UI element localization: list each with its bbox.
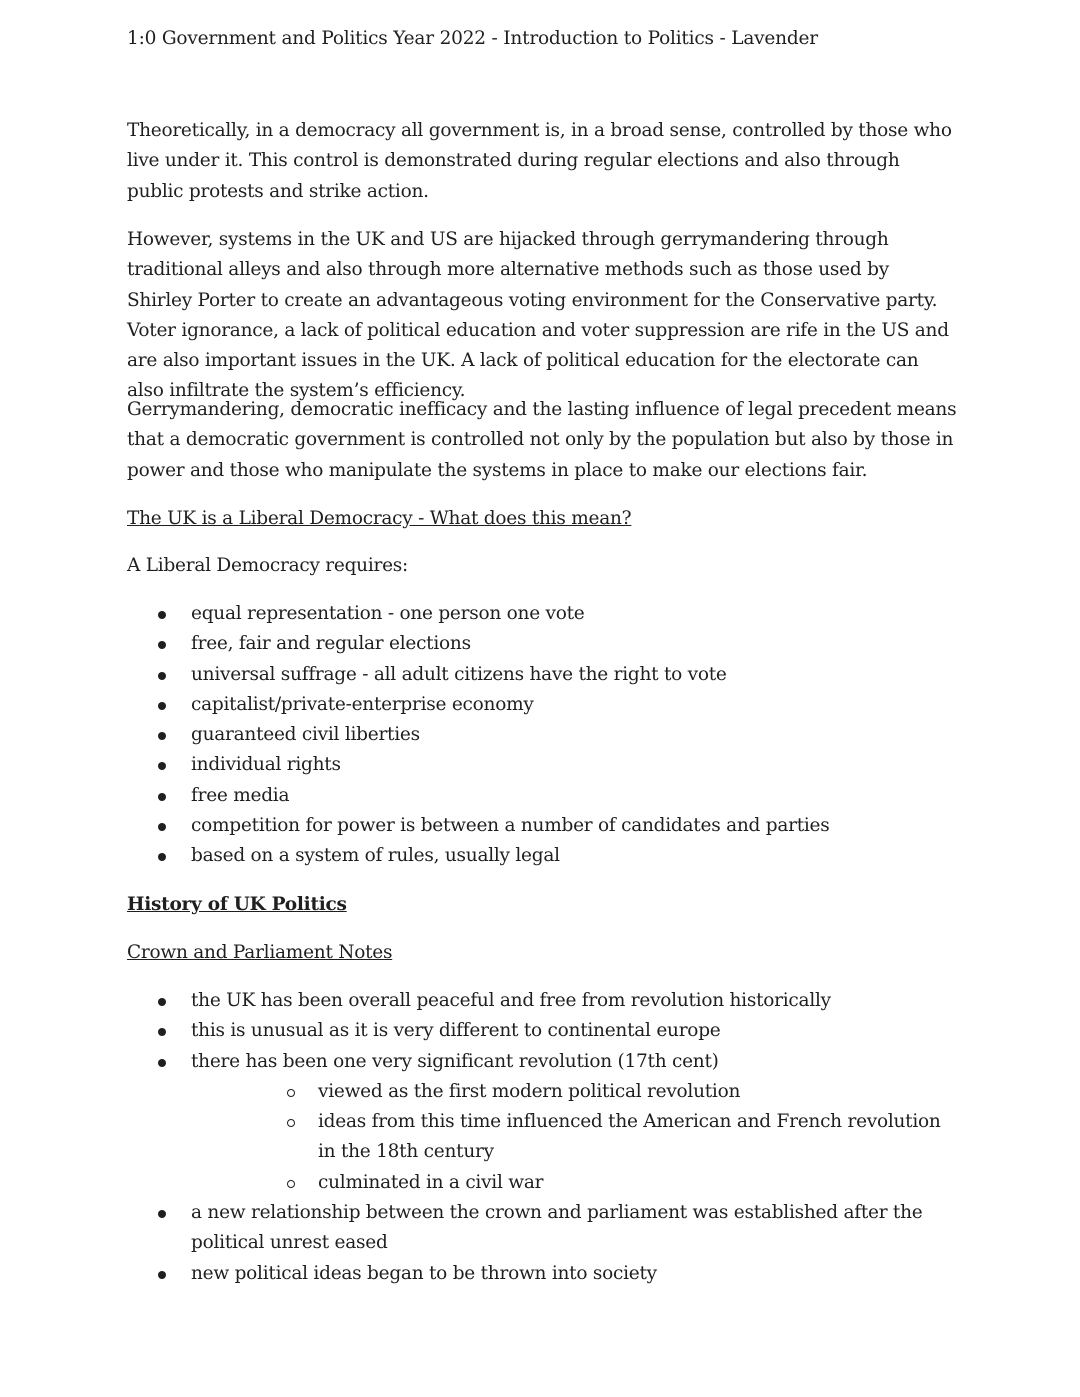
subnote-text: ideas from this time influenced the American and French revolution in the 18th century [318, 1111, 941, 1163]
list-item [127, 599, 957, 629]
note-text: new political ideas began to be thrown into society [191, 1262, 657, 1284]
sub-list-item [191, 1168, 957, 1198]
liberal-democracy-requirements-list [127, 599, 957, 872]
list-item [127, 841, 957, 871]
paragraph-democracy-control: Theoretically, in a democracy all government is, in a broad sense, controlled by those who live under it. This control is demonstrated during regular elections and also through public protests and strike action. [127, 120, 952, 202]
bullet-icon [158, 1028, 166, 1036]
subnote-text: viewed as the first modern political revolution [318, 1080, 741, 1102]
requirement-text: based on a system of rules, usually legal [191, 845, 560, 867]
history-heading: History of UK Politics [127, 894, 347, 915]
requirement-text: individual rights [191, 754, 341, 776]
bullet-icon [158, 1059, 166, 1067]
revolution-subnotes-list [191, 1077, 957, 1198]
liberal-democracy-heading: The UK is a Liberal Democracy - What does this mean? [127, 508, 632, 529]
requirement-text: free media [191, 784, 290, 806]
bullet-icon [158, 1210, 166, 1218]
list-item [127, 781, 957, 811]
list-item [127, 660, 957, 690]
note-text: the UK has been overall peaceful and free from revolution historically [191, 990, 831, 1011]
sub-list-item [191, 1107, 957, 1168]
bullet-icon [158, 998, 166, 1006]
bullet-icon [158, 762, 166, 770]
document-header: 1:0 Government and Politics Year 2022 - Introduction to Politics - Lavender [127, 28, 818, 49]
note-text: a new relationship between the crown and parliament was established after the political unrest eased [191, 1202, 923, 1254]
requirement-text: universal suffrage - all adult citizens have the right to vote [191, 663, 727, 685]
list-item [127, 720, 957, 750]
list-item [127, 1016, 957, 1046]
list-item [127, 750, 957, 780]
list-item [127, 690, 957, 720]
bullet-icon [158, 702, 166, 710]
requirement-text: capitalist/private-enterprise economy [191, 693, 534, 715]
crown-parliament-notes-list [127, 986, 957, 1289]
crown-parliament-heading: Crown and Parliament Notes [127, 942, 393, 963]
note-text: this is unusual as it is very different to continental europe [191, 1020, 721, 1042]
liberal-democracy-intro: A Liberal Democracy requires: [127, 555, 409, 576]
list-item [127, 811, 957, 841]
bullet-icon [158, 732, 166, 740]
paragraph-inefficacy: Gerrymandering, democratic inefficacy and the lasting influence of legal precedent means that a democratic government is controlled not only by the population but also by those in power and those who manipulate the systems in place to make our elections fair. [127, 399, 957, 481]
sub-list-item [191, 1077, 957, 1107]
paragraph-gerrymandering: However, systems in the UK and US are hijacked through gerrymandering through traditional alleys and also through more alternative methods such as those used by Shirley Porter to create an advantageous voting environment for the Conservative party. Voter ignorance, a lack of political education and voter suppression are rife in the US and are also important issues in the UK. A lack of political education for the electorate can also infiltrate the system’s efficiency. [127, 229, 949, 402]
list-item [127, 986, 957, 1016]
subnote-text: culminated in a civil war [318, 1171, 544, 1193]
bullet-icon [158, 641, 166, 649]
requirement-text: guaranteed civil liberties [191, 724, 420, 746]
bullet-icon [158, 672, 166, 680]
list-item [127, 1259, 957, 1289]
document-page [127, 24, 957, 1284]
bullet-icon [158, 853, 166, 861]
requirement-text: free, fair and regular elections [191, 633, 471, 655]
hollow-bullet-icon [287, 1180, 295, 1188]
bullet-icon [158, 823, 166, 831]
bullet-icon [158, 611, 166, 619]
list-item [127, 1047, 957, 1198]
requirement-text: competition for power is between a number of candidates and parties [191, 815, 830, 837]
hollow-bullet-icon [287, 1089, 295, 1097]
hollow-bullet-icon [287, 1119, 295, 1127]
list-item [127, 629, 957, 659]
bullet-icon [158, 793, 166, 801]
list-item [127, 1198, 957, 1259]
requirement-text: equal representation - one person one vote [191, 603, 585, 624]
bullet-icon [158, 1271, 166, 1279]
note-text: there has been one very significant revolution (17th cent) [191, 1050, 719, 1072]
